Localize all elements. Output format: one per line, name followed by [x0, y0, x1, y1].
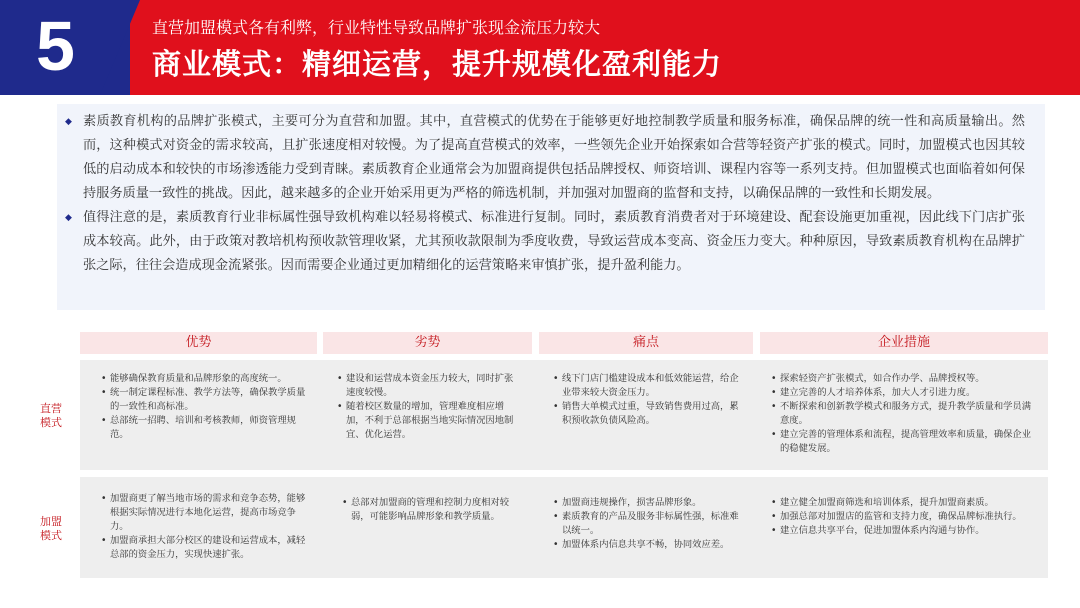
list-item: • 统一制定课程标准、教学方法等，确保教学质量的一致性和高标准。 — [100, 386, 308, 414]
list-item: • 建设和运营成本资金压力较大，同时扩张速度较慢。 — [336, 372, 522, 400]
list-item: • 建立健全加盟商筛选和培训体系，提升加盟商素质。 — [770, 496, 1040, 510]
list-item: • 建立信息共享平台，促进加盟体系内沟通与协作。 — [770, 524, 1040, 538]
list-item: • 建立完善的人才培养体系，加大人才引进力度。 — [770, 386, 1040, 400]
list-item: • 总部统一招聘、培训和考核教师，师资管理规范。 — [100, 414, 308, 442]
list-item: • 加盟商更了解当地市场的需求和竞争态势，能够根据实际情况进行本地化运营，提高市场竞争力。 — [100, 492, 308, 534]
list-item: • 能够确保教育质量和品牌形象的高度统一。 — [100, 372, 308, 386]
table-cell — [336, 372, 522, 442]
slide-header — [0, 0, 1080, 95]
list-item: • 销售大单模式过重，导致销售费用过高，累积预收款负债风险高。 — [552, 400, 744, 428]
list-item: • 线下门店门槛建设成本和低效能运营，给企业带来较大资金压力。 — [552, 372, 744, 400]
table-cell — [341, 496, 527, 524]
slide-title: 商业模式：精细运营，提升规模化盈利能力 — [152, 47, 723, 81]
list-item: • 加盟商承担大部分校区的建设和运营成本，减轻总部的资金压力，实现快速扩张。 — [100, 534, 308, 562]
table-cell — [770, 372, 1040, 456]
table-cell — [552, 496, 744, 552]
intro-paragraph-text: 素质教育机构的品牌扩张模式，主要可分为直营和加盟。其中，直营模式的优势在于能够更好地控制教学质量和服务标准，确保品牌的统一性和高质量输出。然而，这种模式对资金的需求较高，且扩张速度相对较慢。为了提高直营模式的效率，一些领先企业开始探索如合营等轻资产扩张的模式。同时，加盟模式也因其较低的启动成本和较快的市场渗透能力受到青睐。素质教育企业通常会为加盟商提供包括品牌授权、师资培训、课程内容等一系列支持。但加盟模式也面临着如何保持服务质量一致性的挑战。因此，越来越多的企业开始采用更为严格的筛选机制，并加强对加盟商的监督和支持，以确保品牌的一致性和长期发展。 — [83, 114, 1025, 201]
list-item: • 加盟商违规操作，损害品牌形象。 — [552, 496, 744, 510]
section-number-wedge — [100, 0, 140, 95]
intro-paragraph-text: 值得注意的是，素质教育行业非标属性强导致机构难以轻易将模式、标准进行复制。同时，素质教育消费者对于环境建设、配套设施更加重视，因此线下门店扩张成本较高。此外，由于政策对教培机构预收款管理收紧，尤其预收款限制为季度收费，导致运营成本变高、资金压力变大。种种原因，导致素质教育机构在品牌扩张之际，往往会造成现金流紧张。因而需要企业通过更加精细化的运营策略来审慎扩张，提升盈利能力。 — [83, 210, 1025, 273]
diamond-bullet-icon: ◆ — [65, 117, 72, 127]
list-item: • 素质教育的产品及服务非标属性强，标准难以统一。 — [552, 510, 744, 538]
list-item: • 探索轻资产扩张模式，如合作办学、品牌授权等。 — [770, 372, 1040, 386]
column-header-pain-points: 痛点 — [539, 332, 753, 354]
intro-paragraph — [65, 206, 1025, 278]
list-item: • 不断探索和创新教学模式和服务方式，提升教学质量和学员满意度。 — [770, 400, 1040, 428]
list-item: • 加盟体系内信息共享不畅，协同效应差。 — [552, 538, 744, 552]
column-header-measures: 企业措施 — [760, 332, 1048, 354]
intro-text-box — [57, 104, 1045, 310]
list-item: • 总部对加盟商的管理和控制力度相对较弱，可能影响品牌形象和教学质量。 — [341, 496, 527, 524]
slide-subtitle: 直营加盟模式各有利弊，行业特性导致品牌扩张现金流压力较大 — [152, 18, 601, 37]
table-cell — [552, 372, 744, 428]
row-label-franchise: 加盟 模式 — [40, 515, 62, 542]
list-item: • 随着校区数量的增加，管理难度相应增加，不利于总部根据当地实际情况因地制宜、优化运营。 — [336, 400, 522, 442]
section-number: 5 — [36, 7, 75, 85]
table-cell — [100, 372, 308, 442]
column-header-advantages: 优势 — [80, 332, 317, 354]
diamond-bullet-icon: ◆ — [65, 213, 72, 223]
table-cell — [770, 496, 1040, 538]
intro-paragraph — [65, 110, 1025, 206]
table-cell — [100, 492, 308, 562]
row-label-direct: 直营 模式 — [40, 402, 62, 429]
column-header-disadvantages: 劣势 — [323, 332, 532, 354]
list-item: • 加强总部对加盟店的监管和支持力度，确保品牌标准执行。 — [770, 510, 1040, 524]
list-item: • 建立完善的管理体系和流程，提高管理效率和质量，确保企业的稳健发展。 — [770, 428, 1040, 456]
